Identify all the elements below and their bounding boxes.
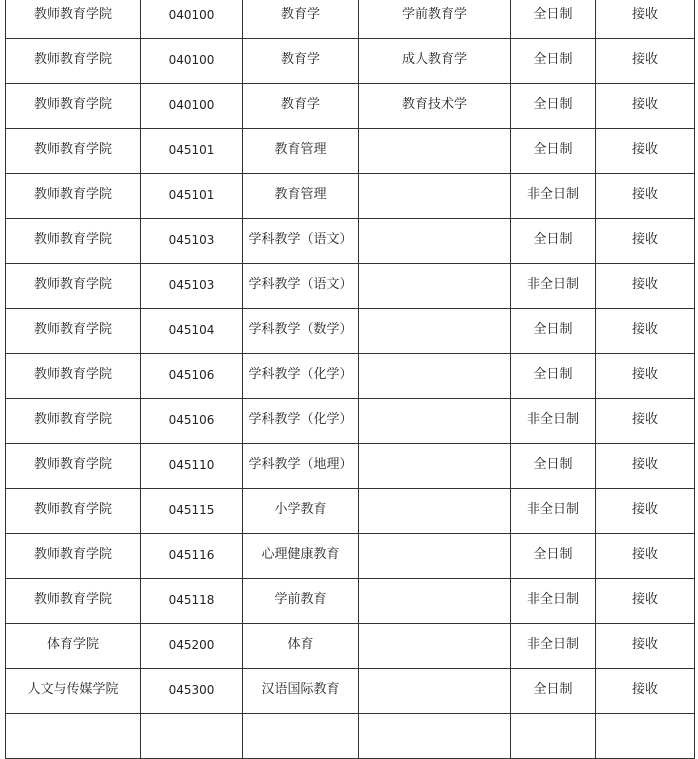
- status-cell: [596, 354, 695, 399]
- direction-cell-text: 成人教育学: [401, 52, 467, 67]
- code-cell-text: 045104: [168, 323, 215, 337]
- direction-cell: [359, 0, 511, 39]
- study-mode-cell-text: 全日制: [533, 322, 573, 337]
- direction-cell-text: 教育技术学: [401, 97, 467, 112]
- major-cell-text: 教育学: [280, 97, 320, 112]
- table-row: [6, 129, 695, 174]
- status-cell-text: 接收: [631, 7, 658, 22]
- major-cell: [243, 129, 359, 174]
- direction-cell: [359, 39, 511, 84]
- status-cell-text: 接收: [631, 187, 658, 202]
- college-cell: [6, 444, 141, 489]
- study-mode-cell-text: 全日制: [533, 232, 573, 247]
- college-cell: [6, 624, 141, 669]
- major-cell: [243, 399, 359, 444]
- major-cell-text: 学科教学（语文）: [248, 232, 353, 247]
- table-row: [6, 624, 695, 669]
- major-cell: [243, 354, 359, 399]
- status-cell-text: 接收: [631, 367, 658, 382]
- code-cell: [141, 714, 243, 759]
- study-mode-cell-text: 全日制: [533, 7, 573, 22]
- study-mode-cell: [511, 84, 596, 129]
- direction-cell-text: [359, 669, 510, 681]
- study-mode-cell: [511, 489, 596, 534]
- code-cell-text: 040100: [168, 8, 215, 22]
- major-cell: [243, 669, 359, 714]
- college-cell: [6, 264, 141, 309]
- major-cell: [243, 714, 359, 759]
- study-mode-cell: [511, 399, 596, 444]
- admissions-table: [5, 0, 695, 759]
- major-cell: [243, 534, 359, 579]
- college-cell: [6, 489, 141, 534]
- code-cell: [141, 84, 243, 129]
- study-mode-cell-text: 全日制: [533, 547, 573, 562]
- major-cell-text: 学前教育: [274, 592, 327, 607]
- major-cell-text: 教育学: [280, 52, 320, 67]
- status-cell-text: 接收: [631, 322, 658, 337]
- study-mode-cell: [511, 534, 596, 579]
- major-cell: [243, 579, 359, 624]
- major-cell-text: 小学教育: [274, 502, 327, 517]
- direction-cell: [359, 624, 511, 669]
- table-row: [6, 219, 695, 264]
- direction-cell: [359, 399, 511, 444]
- college-cell: [6, 39, 141, 84]
- college-cell-text: 教师教育学院: [33, 457, 112, 472]
- code-cell: [141, 219, 243, 264]
- major-cell-text: 教育管理: [274, 142, 327, 157]
- major-cell-text: 学科教学（化学）: [248, 367, 353, 382]
- study-mode-cell: [511, 174, 596, 219]
- status-cell: [596, 129, 695, 174]
- major-cell-text: 学科教学（地理）: [248, 457, 353, 472]
- status-cell-text: 接收: [631, 502, 658, 517]
- major-cell-text: 体育: [287, 637, 314, 652]
- study-mode-cell: [511, 219, 596, 264]
- status-cell: [596, 84, 695, 129]
- status-cell: [596, 309, 695, 354]
- major-cell: [243, 174, 359, 219]
- study-mode-cell: [511, 309, 596, 354]
- code-cell-text: 045200: [168, 638, 215, 652]
- college-cell: [6, 309, 141, 354]
- major-cell-text: 学科教学（化学）: [248, 412, 353, 427]
- code-cell: [141, 309, 243, 354]
- direction-cell-text: [359, 444, 510, 456]
- table-row: [6, 309, 695, 354]
- major-cell-text: [243, 714, 358, 726]
- college-cell-text: 教师教育学院: [33, 367, 112, 382]
- major-cell-text: 心理健康教育: [261, 547, 340, 562]
- code-cell-text: 045116: [168, 548, 215, 562]
- status-cell-text: 接收: [631, 277, 658, 292]
- status-cell: [596, 669, 695, 714]
- major-cell-text: 教育管理: [274, 187, 327, 202]
- study-mode-cell: [511, 669, 596, 714]
- status-cell: [596, 399, 695, 444]
- table-row: [6, 489, 695, 534]
- study-mode-cell-text: 非全日制: [526, 412, 579, 427]
- college-cell: [6, 129, 141, 174]
- study-mode-cell: [511, 129, 596, 174]
- direction-cell: [359, 579, 511, 624]
- status-cell-text: 接收: [631, 592, 658, 607]
- table-row: [6, 399, 695, 444]
- code-cell: [141, 579, 243, 624]
- direction-cell: [359, 129, 511, 174]
- direction-cell: [359, 219, 511, 264]
- direction-cell-text: [359, 174, 510, 186]
- code-cell: [141, 489, 243, 534]
- direction-cell-text: [359, 264, 510, 276]
- code-cell-text: 040100: [168, 53, 215, 67]
- college-cell-text: 教师教育学院: [33, 7, 112, 22]
- study-mode-cell: [511, 714, 596, 759]
- college-cell-text: 教师教育学院: [33, 52, 112, 67]
- status-cell: [596, 219, 695, 264]
- code-cell-text: 040100: [168, 98, 215, 112]
- college-cell: [6, 399, 141, 444]
- college-cell-text: 教师教育学院: [33, 412, 112, 427]
- code-cell-text: [141, 714, 242, 726]
- college-cell-text: 教师教育学院: [33, 232, 112, 247]
- table-row: [6, 354, 695, 399]
- status-cell: [596, 39, 695, 84]
- status-cell: [596, 444, 695, 489]
- code-cell-text: 045300: [168, 683, 215, 697]
- code-cell-text: 045106: [168, 413, 215, 427]
- college-cell-text: 教师教育学院: [33, 322, 112, 337]
- study-mode-cell-text: 非全日制: [526, 637, 579, 652]
- direction-cell-text: [359, 714, 510, 726]
- code-cell: [141, 129, 243, 174]
- college-cell-text: 体育学院: [46, 637, 99, 652]
- major-cell: [243, 84, 359, 129]
- table-row: [6, 39, 695, 84]
- study-mode-cell-text: 全日制: [533, 682, 573, 697]
- code-cell-text: 045106: [168, 368, 215, 382]
- status-cell-text: 接收: [631, 232, 658, 247]
- status-cell: [596, 489, 695, 534]
- study-mode-cell-text: 非全日制: [526, 277, 579, 292]
- college-cell: [6, 174, 141, 219]
- status-cell: [596, 714, 695, 759]
- code-cell: [141, 669, 243, 714]
- code-cell-text: 045101: [168, 188, 215, 202]
- major-cell: [243, 309, 359, 354]
- major-cell: [243, 219, 359, 264]
- direction-cell: [359, 174, 511, 219]
- major-cell: [243, 0, 359, 39]
- study-mode-cell: [511, 579, 596, 624]
- table-row: [6, 669, 695, 714]
- code-cell-text: 045103: [168, 233, 215, 247]
- table-row: [6, 0, 695, 39]
- code-cell-text: 045110: [168, 458, 215, 472]
- table-row: [6, 444, 695, 489]
- college-cell-text: 教师教育学院: [33, 187, 112, 202]
- code-cell-text: 045115: [168, 503, 215, 517]
- college-cell-text: 教师教育学院: [33, 277, 112, 292]
- code-cell: [141, 534, 243, 579]
- table-row: [6, 84, 695, 129]
- direction-cell: [359, 669, 511, 714]
- major-cell: [243, 264, 359, 309]
- direction-cell: [359, 264, 511, 309]
- direction-cell: [359, 84, 511, 129]
- study-mode-cell-text: 非全日制: [526, 592, 579, 607]
- major-cell-text: 学科教学（语文）: [248, 277, 353, 292]
- status-cell-text: [596, 714, 694, 726]
- college-cell: [6, 84, 141, 129]
- table-row: [6, 534, 695, 579]
- college-cell-text: 人文与传媒学院: [27, 682, 119, 697]
- study-mode-cell: [511, 354, 596, 399]
- status-cell-text: 接收: [631, 682, 658, 697]
- status-cell: [596, 0, 695, 39]
- status-cell: [596, 579, 695, 624]
- status-cell-text: 接收: [631, 97, 658, 112]
- status-cell: [596, 264, 695, 309]
- study-mode-cell: [511, 264, 596, 309]
- college-cell: [6, 714, 141, 759]
- code-cell: [141, 444, 243, 489]
- study-mode-cell: [511, 39, 596, 84]
- major-cell-text: 教育学: [280, 7, 320, 22]
- college-cell-text: [6, 714, 140, 726]
- table-row: [6, 714, 695, 759]
- code-cell-text: 045103: [168, 278, 215, 292]
- status-cell-text: 接收: [631, 547, 658, 562]
- direction-cell: [359, 534, 511, 579]
- direction-cell-text: [359, 489, 510, 501]
- college-cell-text: 教师教育学院: [33, 97, 112, 112]
- status-cell-text: 接收: [631, 52, 658, 67]
- major-cell: [243, 624, 359, 669]
- major-cell: [243, 444, 359, 489]
- direction-cell: [359, 309, 511, 354]
- major-cell: [243, 39, 359, 84]
- study-mode-cell: [511, 624, 596, 669]
- code-cell: [141, 354, 243, 399]
- status-cell: [596, 534, 695, 579]
- study-mode-cell-text: 非全日制: [526, 187, 579, 202]
- status-cell-text: 接收: [631, 142, 658, 157]
- college-cell: [6, 534, 141, 579]
- study-mode-cell-text: 全日制: [533, 142, 573, 157]
- direction-cell-text: 学前教育学: [401, 7, 467, 22]
- code-cell: [141, 399, 243, 444]
- direction-cell-text: [359, 129, 510, 141]
- college-cell-text: 教师教育学院: [33, 547, 112, 562]
- code-cell: [141, 174, 243, 219]
- direction-cell: [359, 444, 511, 489]
- direction-cell-text: [359, 399, 510, 411]
- status-cell-text: 接收: [631, 637, 658, 652]
- college-cell: [6, 579, 141, 624]
- direction-cell-text: [359, 219, 510, 231]
- college-cell: [6, 354, 141, 399]
- college-cell-text: 教师教育学院: [33, 502, 112, 517]
- major-cell: [243, 489, 359, 534]
- table-row: [6, 579, 695, 624]
- status-cell-text: 接收: [631, 457, 658, 472]
- status-cell-text: 接收: [631, 412, 658, 427]
- direction-cell-text: [359, 309, 510, 321]
- major-cell-text: 汉语国际教育: [261, 682, 340, 697]
- college-cell: [6, 669, 141, 714]
- status-cell: [596, 174, 695, 219]
- code-cell: [141, 624, 243, 669]
- study-mode-cell-text: 全日制: [533, 457, 573, 472]
- code-cell-text: 045101: [168, 143, 215, 157]
- direction-cell-text: [359, 354, 510, 366]
- major-cell-text: 学科教学（数学）: [248, 322, 353, 337]
- direction-cell-text: [359, 579, 510, 591]
- code-cell-text: 045118: [168, 593, 215, 607]
- code-cell: [141, 0, 243, 39]
- code-cell: [141, 39, 243, 84]
- study-mode-cell-text: 全日制: [533, 97, 573, 112]
- direction-cell: [359, 489, 511, 534]
- table-row: [6, 174, 695, 219]
- study-mode-cell-text: 全日制: [533, 52, 573, 67]
- study-mode-cell-text: [511, 714, 595, 726]
- college-cell-text: 教师教育学院: [33, 592, 112, 607]
- study-mode-cell-text: 非全日制: [526, 502, 579, 517]
- code-cell: [141, 264, 243, 309]
- college-cell: [6, 219, 141, 264]
- direction-cell-text: [359, 624, 510, 636]
- study-mode-cell: [511, 444, 596, 489]
- study-mode-cell: [511, 0, 596, 39]
- table-body: [6, 0, 695, 759]
- college-cell: [6, 0, 141, 39]
- status-cell: [596, 624, 695, 669]
- direction-cell: [359, 354, 511, 399]
- direction-cell: [359, 714, 511, 759]
- study-mode-cell-text: 全日制: [533, 367, 573, 382]
- table-row: [6, 264, 695, 309]
- direction-cell-text: [359, 534, 510, 546]
- college-cell-text: 教师教育学院: [33, 142, 112, 157]
